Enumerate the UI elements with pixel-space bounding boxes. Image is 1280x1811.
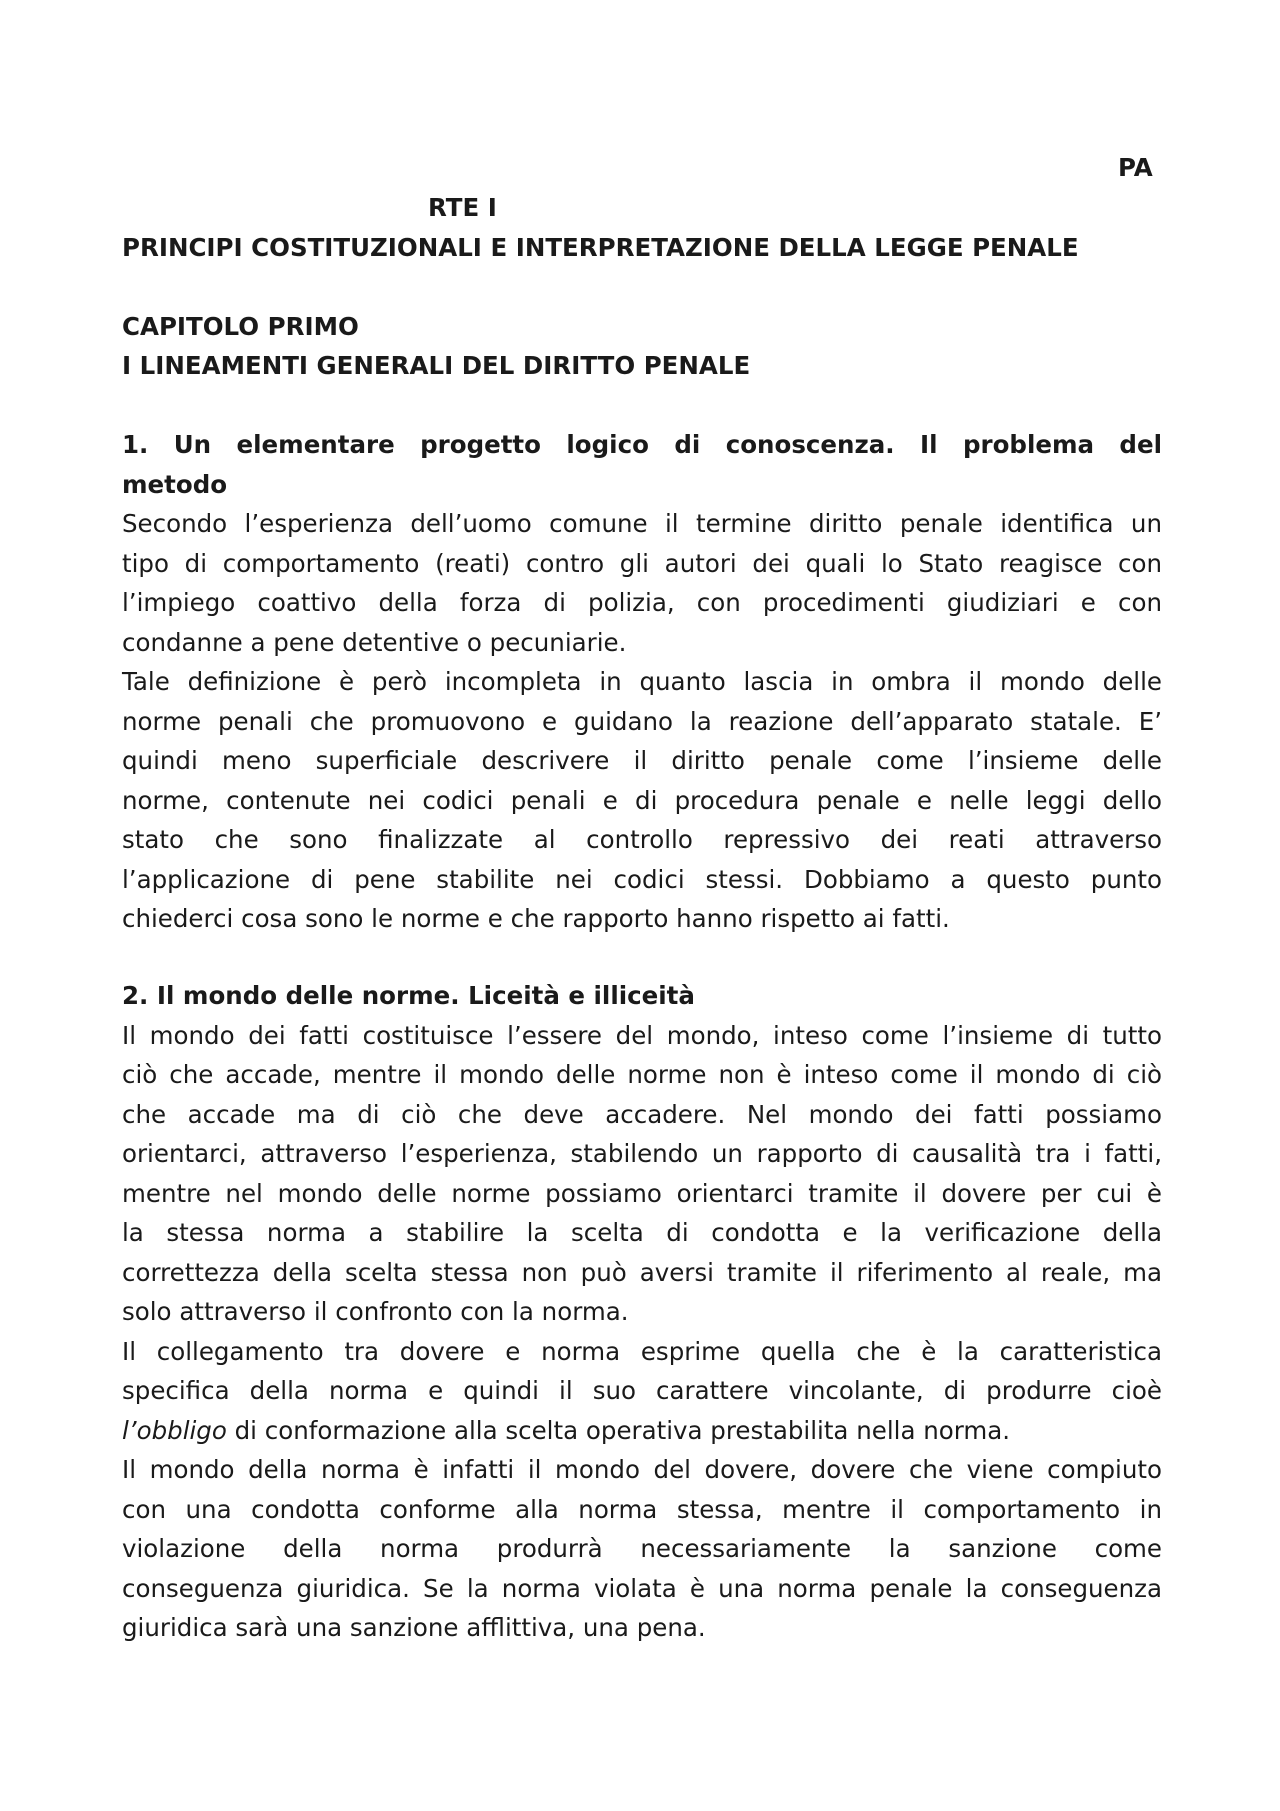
paragraph-line: con una condotta conforme alla norma stessa, mentre il comportamento in xyxy=(122,1494,1162,1524)
section-1 xyxy=(122,425,1162,939)
part-title: PRINCIPI COSTITUZIONALI E INTERPRETAZIONE DELLA LEGGE PENALE xyxy=(122,233,1079,262)
paragraph-line: la stessa norma a stabilire la scelta di condotta e la verificazione della xyxy=(122,1218,1162,1247)
paragraph-line: Il mondo della norma è infatti il mondo del dovere, dovere che viene compiuto xyxy=(122,1455,1162,1484)
paragraph-line: giuridica sarà una sanzione afflittiva, una pena. xyxy=(122,1613,706,1642)
paragraph-line: Il mondo dei fatti costituisce l’essere del mondo, inteso come l’insieme di tutto xyxy=(122,1020,1162,1050)
paragraph-line: chiederci cosa sono le norme e che rapporto hanno rispetto ai fatti. xyxy=(122,904,950,933)
paragraph-line: orientarci, attraverso l’esperienza, stabilendo un rapporto di causalità tra i fatti, xyxy=(122,1139,1162,1168)
chapter-title: I LINEAMENTI GENERALI DEL DIRITTO PENALE xyxy=(122,351,751,380)
paragraph-line: l’applicazione di pene stabilite nei codici stessi. Dobbiamo a questo punto xyxy=(122,864,1162,894)
paragraph-line: solo attraverso il confronto con la norma. xyxy=(122,1297,629,1326)
section-2 xyxy=(122,976,1162,1648)
chapter-label: CAPITOLO PRIMO xyxy=(122,312,359,341)
paragraph-line: l’impiego coattivo della forza di polizia, con procedimenti giudiziari e con xyxy=(122,588,1162,617)
part-label-fragment-2: RTE I xyxy=(428,193,497,222)
paragraph-line: stato che sono finalizzate al controllo repressivo dei reati attraverso xyxy=(122,825,1162,854)
paragraph-line: violazione della norma produrrà necessariamente la sanzione come xyxy=(122,1534,1162,1563)
paragraph-line: Tale definizione è però incompleta in quanto lascia in ombra il mondo delle xyxy=(122,667,1162,696)
paragraph-line-rest: di conformazione alla scelta operativa prestabilita nella norma. xyxy=(226,1415,1011,1445)
section-1-heading-line: metodo xyxy=(122,469,228,499)
part-label-fragment-1: PA xyxy=(1118,153,1153,182)
paragraph-line: conseguenza giuridica. Se la norma violata è una norma penale la conseguenza xyxy=(122,1573,1162,1603)
paragraph-line: norme penali che promuovono e guidano la reazione dell’apparato statale. E’ xyxy=(122,706,1162,736)
paragraph-line: correttezza della scelta stessa non può aversi tramite il riferimento al reale, ma xyxy=(122,1257,1162,1287)
paragraph-line: Secondo l’esperienza dell’uomo comune il termine diritto penale identifica un xyxy=(122,509,1162,538)
paragraph-line: specifica della norma e quindi il suo carattere vincolante, di produrre cioè xyxy=(122,1376,1162,1405)
paragraph-line: norme, contenute nei codici penali e di procedura penale e nelle leggi dello xyxy=(122,785,1162,815)
paragraph-line: condanne a pene detentive o pecuniarie. xyxy=(122,627,627,657)
paragraph-line: che accade ma di ciò che deve accadere. Nel mondo dei fatti possiamo xyxy=(122,1099,1162,1129)
paragraph-line: ciò che accade, mentre il mondo delle norme non è inteso come il mondo di ciò xyxy=(122,1060,1162,1089)
section-2-heading: 2. Il mondo delle norme. Liceità e illiceità xyxy=(122,981,695,1010)
emphasis-obbligo: l’obbligo xyxy=(122,1415,227,1445)
paragraph-line: Il collegamento tra dovere e norma esprime quella che è la caratteristica xyxy=(122,1336,1162,1366)
paragraph-line xyxy=(122,1411,1162,1451)
section-1-heading-line: 1. Un elementare progetto logico di conoscenza. Il problema del xyxy=(122,430,1162,459)
paragraph-line: mentre nel mondo delle norme possiamo orientarci tramite il dovere per cui è xyxy=(122,1178,1162,1208)
paragraph-line: quindi meno superficiale descrivere il diritto penale come l’insieme delle xyxy=(122,746,1162,775)
paragraph-line: tipo di comportamento (reati) contro gli autori dei quali lo Stato reagisce con xyxy=(122,548,1162,578)
